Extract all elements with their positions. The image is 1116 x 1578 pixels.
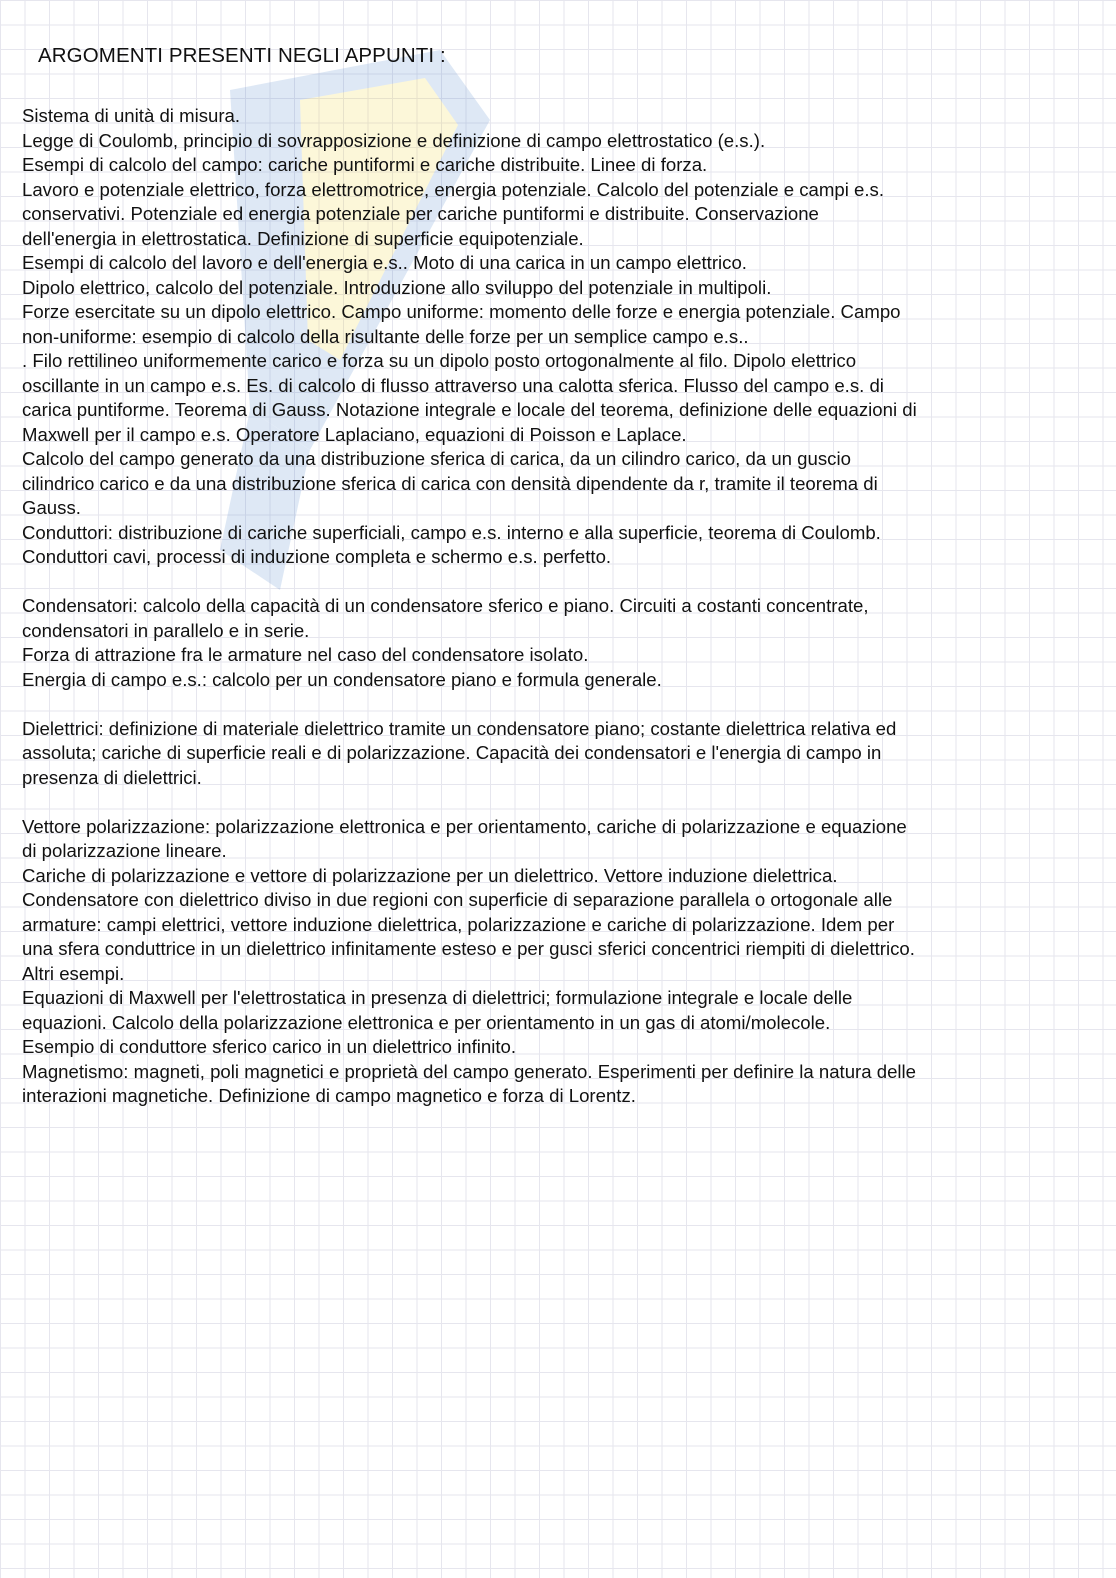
text-line: presenza di dielettrici. (22, 766, 202, 788)
text-line: Esempi di calcolo del campo: cariche puntiformi e cariche distribuite. Linee di forza. (22, 154, 708, 175)
text-line: Sistema di unità di misura. (22, 105, 241, 126)
text-line: non-uniforme: esempio di calcolo della risultante delle forze per un semplice campo e.s.. (22, 325, 749, 347)
text-line: Vettore polarizzazione: polarizzazione elettronica e per orientamento, cariche di polarizzazione e equazione (22, 815, 907, 837)
text-line: Condensatori: calcolo della capacità di un condensatore sferico e piano. Circuiti a costanti concentrate, (22, 595, 869, 616)
text-line: cilindrico carico e da una distribuzione sferica di carica con densità dipendente da r, tramite il teorema di (22, 472, 878, 494)
text-line: conservativi. Potenziale ed energia potenziale per cariche puntiformi e distribuite. Conservazione (22, 203, 819, 224)
blank-line (22, 790, 1092, 815)
blank-line (22, 692, 1092, 717)
text-line: di polarizzazione lineare. (22, 840, 227, 861)
text-line: Gauss. (22, 497, 81, 518)
text-line: dell'energia in elettrostatica. Definizione di superficie equipotenziale. (22, 227, 584, 249)
text-line: Dielettrici: definizione di materiale dielettrico tramite un condensatore piano; costante dielettrica relativa ed (22, 717, 897, 739)
page-title: ARGOMENTI PRESENTI NEGLI APPUNTI : (38, 44, 446, 67)
text-line: Equazioni di Maxwell per l'elettrostatica in presenza di dielettrici; formulazione integrale e locale delle (22, 987, 853, 1008)
text-line: Legge di Coulomb, principio di sovrapposizione e definizione di campo elettrostatico (e.s.). (22, 129, 766, 151)
text-line: Lavoro e potenziale elettrico, forza elettromotrice, energia potenziale. Calcolo del potenziale e campi e.s. (22, 178, 884, 200)
text-line: armature: campi elettrici, vettore induzione dielettrica, polarizzazione e cariche di polarizzazione. Idem per (22, 913, 895, 935)
blank-line (22, 570, 1092, 595)
text-line: Forza di attrazione fra le armature nel caso del condensatore isolato. (22, 644, 589, 665)
text-line: Esempi di calcolo del lavoro e dell'energia e.s.. Moto di una carica in un campo elettrico. (22, 252, 747, 273)
text-line: Conduttori: distribuzione di cariche superficiali, campo e.s. interno e alla superficie, teorema di Coulomb. (22, 521, 881, 543)
text-line: equazioni. Calcolo della polarizzazione elettronica e per orientamento in un gas di atomi/molecole. (22, 1011, 831, 1033)
text-line: Altri esempi. (22, 962, 125, 984)
text-line: condensatori in parallelo e in serie. (22, 619, 310, 641)
text-line: Calcolo del campo generato da una distribuzione sferica di carica, da un cilindro carico, da un guscio (22, 448, 851, 469)
text-line: Maxwell per il campo e.s. Operatore Laplaciano, equazioni di Poisson e Laplace. (22, 423, 687, 445)
text-line: carica puntiforme. Teorema di Gauss. Notazione integrale e locale del teorema, definizione delle equazioni di (22, 399, 917, 420)
text-line: interazioni magnetiche. Definizione di campo magnetico e forza di Lorentz. (22, 1085, 636, 1106)
text-line: Dipolo elettrico, calcolo del potenziale. Introduzione allo sviluppo del potenziale in multipoli. (22, 276, 772, 298)
text-line: assoluta; cariche di superficie reali e di polarizzazione. Capacità dei condensatori e l'energia di campo in (22, 742, 882, 763)
text-line: oscillante in un campo e.s. Es. di calcolo di flusso attraverso una calotta sferica. Flusso del campo e.s. di (22, 374, 884, 396)
text-line: Cariche di polarizzazione e vettore di polarizzazione per un dielettrico. Vettore induzione dielettrica. (22, 864, 838, 886)
text-line: Conduttori cavi, processi di induzione completa e schermo e.s. perfetto. (22, 546, 612, 567)
topics-list (22, 104, 1092, 1109)
text-line: . Filo rettilineo uniformemente carico e forza su un dipolo posto ortogonalmente al filo. Dipolo elettrico (22, 350, 857, 371)
text-line: una sfera conduttrice in un dielettrico infinitamente esteso e per gusci sferici concentrici riempiti di dielettrico. (22, 938, 915, 959)
text-line: Forze esercitate su un dipolo elettrico. Campo uniforme: momento delle forze e energia potenziale. Campo (22, 301, 901, 322)
text-line: Esempio di conduttore sferico carico in un dielettrico infinito. (22, 1036, 517, 1057)
text-line: Condensatore con dielettrico diviso in due regioni con superficie di separazione parallela o ortogonale alle (22, 889, 893, 910)
text-line: Energia di campo e.s.: calcolo per un condensatore piano e formula generale. (22, 668, 662, 690)
text-line: Magnetismo: magneti, poli magnetici e proprietà del campo generato. Esperimenti per definire la natura delle (22, 1060, 917, 1082)
